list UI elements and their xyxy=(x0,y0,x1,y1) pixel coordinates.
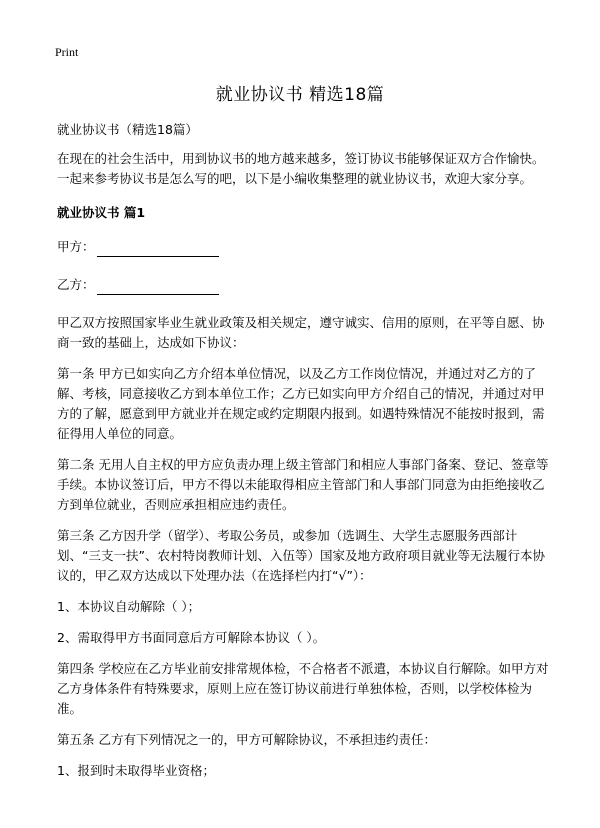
party-a-field xyxy=(57,237,554,257)
party-a-blank xyxy=(97,242,219,257)
paragraph: 2、需取得甲方书面同意后方可解除本协议（ ）。 xyxy=(57,630,326,645)
paragraph: 第一条 甲方已如实向乙方介绍本单位情况，以及乙方工作岗位情况，并通过对乙方的了解、考核，同意接收乙方到本单位工作；乙方已如实向甲方介绍自己的情况，并通过对甲方的了解，愿意到甲方就业并在规定或约定期限内报到。如遇特殊情况不能按时报到，需征得用人单位的同意。 xyxy=(57,366,545,441)
section-heading: 就业协议书 篇1 xyxy=(57,205,146,220)
paragraph: 1、本协议自动解除（ ）； xyxy=(57,599,201,614)
paragraph: 第三条 乙方因升学（留学）、考取公务员，或参加（选调生、大学生志愿服务西部计划、“三支一扶”、农村特岗教师计划、入伍等）国家及地方政府项目就业等无法履行本协议的，甲乙双方达成以下处理办法（在选择栏内打“√”）： xyxy=(57,528,545,583)
print-link[interactable]: Print xyxy=(55,45,79,59)
party-b-field xyxy=(57,275,554,295)
document-subtitle: 就业协议书（精选18篇） xyxy=(57,122,198,137)
paragraph: 第二条 无用人自主权的甲方应负责办理上级主管部门和相应人事部门备案、登记、签章等手续。本协议签订后，甲方不得以未能取得相应主管部门和人事部门同意为由拒绝接收乙方到单位就业，否则应承担相应违约责任。 xyxy=(57,457,549,512)
paragraph: 1、报到时未取得毕业资格； xyxy=(57,763,215,778)
paragraph: 甲乙双方按照国家毕业生就业政策及相关规定，遵守诚实、信用的原则，在平等自愿、协商一致的基础上，达成如下协议： xyxy=(57,315,545,350)
document-body xyxy=(57,120,554,792)
paragraph: 第四条 学校应在乙方毕业前安排常规体检，不合格者不派遣，本协议自行解除。如甲方对乙方身体条件有特殊要求，原则上应在签订协议前进行单独体检，否则，以学校体检为准。 xyxy=(57,661,549,716)
intro-paragraph: 在现在的社会生活中，用到协议书的地方越来越多，签订协议书能够保证双方合作愉快。一起来参考协议书是怎么写的吧，以下是小编收集整理的就业协议书，欢迎大家分享。 xyxy=(57,151,545,186)
document-title: 就业协议书 精选18篇 xyxy=(215,85,385,105)
party-a-label: 甲方： xyxy=(57,239,95,254)
paragraph: 第五条 乙方有下列情况之一的，甲方可解除协议，不承担违约责任： xyxy=(57,732,436,747)
party-b-blank xyxy=(97,280,219,295)
party-b-label: 乙方： xyxy=(57,277,95,292)
